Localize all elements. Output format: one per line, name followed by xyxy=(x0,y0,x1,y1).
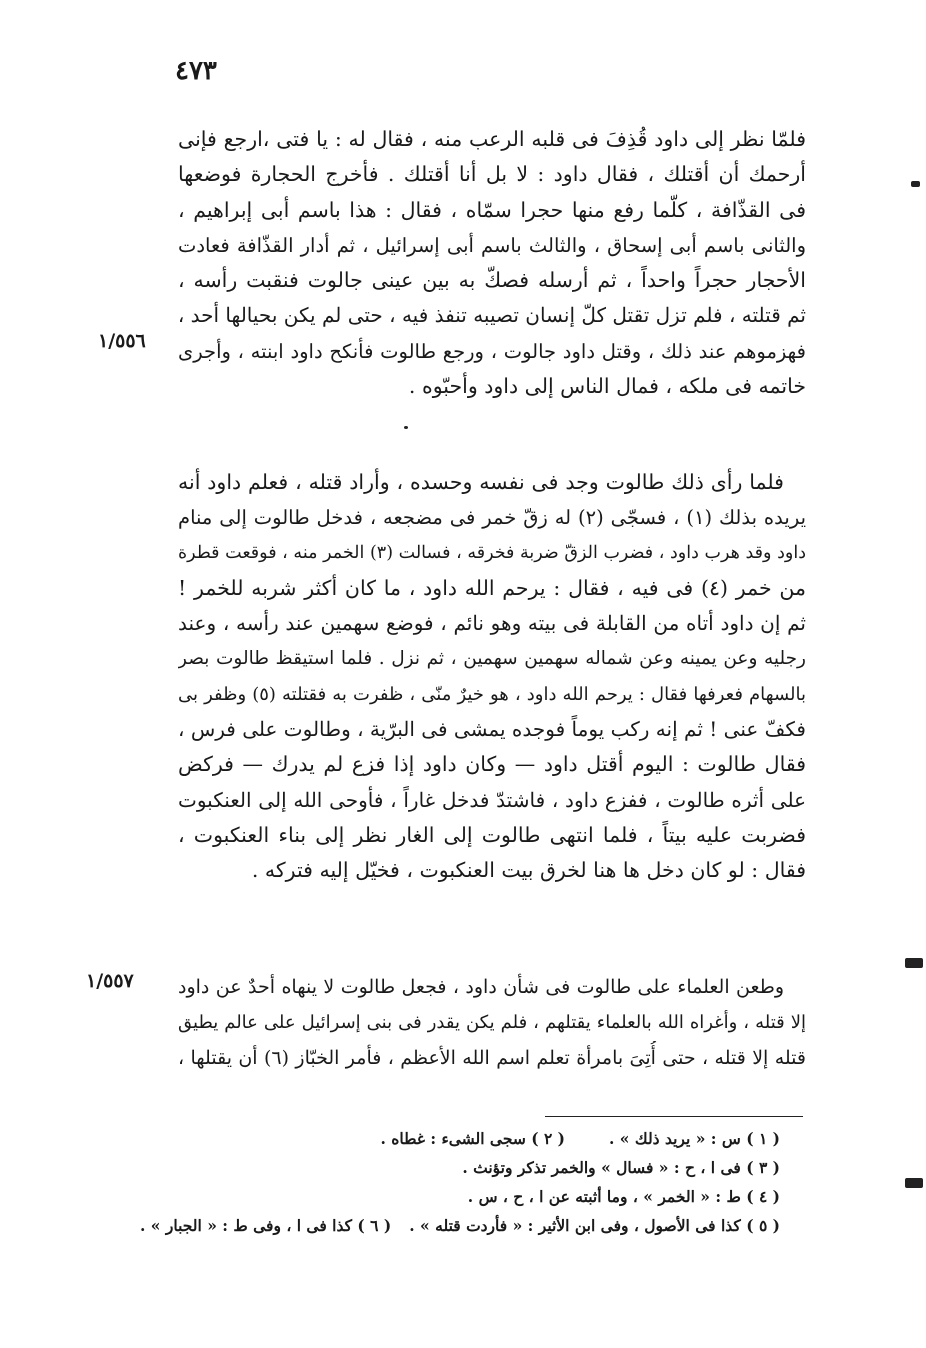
scan-mark xyxy=(905,958,923,968)
text-line: إلا قتله ، وأغراه الله بالعلماء يقتلهم ، فلم يكن يقدر فى بنى إسرائيل على عالم يطيق xyxy=(178,1012,806,1034)
text-line: فقال : لو كان دخل ها هنا لخرق بيت العنكبوت ، فخيّل إليه فتركه . xyxy=(251,858,806,883)
paragraph-1 xyxy=(178,122,806,404)
text-line: داود وقد هرب داود ، فضرب الزقّ ضربة فخرقه ، فسالت (٣) الخمر منه ، فوقعت قطرة xyxy=(178,542,806,563)
text-line: قتله إلا قتله ، حتى أُتِىَ بامرأة تعلم اسم الله الأعظم ، فأمر الخبّاز (٦) أن يقتلها ، xyxy=(178,1046,806,1069)
scan-mark xyxy=(905,1178,923,1188)
footnote-4: ( ٤ ) ط : « الخمر » ، وما أثبته عن ا ، ح ، س . xyxy=(467,1187,780,1206)
footnote-5: ( ٥ ) كذا فى الأصول ، وفى ابن الأثير : « فأردت قتله » . xyxy=(409,1216,780,1235)
text-line: بالسهام فعرفها فقال : يرحم الله داود ، هو خيرٌ منّى ، ظفرت به فقتلته (٥) وظفر بى xyxy=(178,683,806,705)
text-line: أرحمك أن أقتلك ، فقال داود : لا بل أنا أقتلك . فأخرج الحجارة فوضعها xyxy=(178,162,806,187)
footnote-row xyxy=(140,1182,780,1211)
text-line: فلما رأى ذلك طالوت وجد فى نفسه وحسده ، وأراد قتله ، فعلم داود أنه xyxy=(178,470,784,494)
text-line: فضربت عليه بيتاً ، فلما انتهى طالوت إلى الغار نظر إلى بناء العنكبوت ، xyxy=(178,822,806,847)
text-line: فلمّا نظر إلى داود قُذِفَ فى قلبه الرعب منه ، فقال له : يا فتى ،ارجع فإنى xyxy=(178,127,806,151)
footnote-divider xyxy=(545,1116,803,1117)
footnote-row xyxy=(140,1124,780,1153)
text-line: وطعن العلماء على طالوت فى شأن داود ، فجعل طالوت لا ينهاه أحدٌ عن داود xyxy=(178,976,784,998)
text-line: خاتمه فى ملكه ، فمال الناس إلى داود وأحبّوه . xyxy=(408,374,806,399)
text-line: فهزموهم عند ذلك ، وقتل داود جالوت ، ورجع طالوت فأنكح داود ابنته ، وأجرى xyxy=(178,339,806,363)
text-line: فكفّ عنى ! ثم إنه ركب يوماً فوجده يمشى فى البرّية ، وطالوت على فرس ، xyxy=(178,717,806,742)
text-line: ثم قتلته ، فلم تزل تقتل كلّ إنسان تصيبه تنفذ فيه ، حتى لم يكن بحيالها أحد ، xyxy=(178,303,806,328)
page-number: ٤٧٣ xyxy=(175,56,217,86)
footnote-6: ( ٦ ) كذا فى ا ، وفى ط : « الجبار » . xyxy=(140,1216,392,1235)
text-line: على أثره طالوت ، ففزع داود ، فاشتدّ فدخل غاراً ، فأوحى الله إلى العنكبوت xyxy=(178,787,806,812)
footnote-row xyxy=(140,1153,780,1182)
footnotes xyxy=(140,1124,780,1240)
footnote-1: ( ١ ) س : « يريد ذلك » . xyxy=(609,1129,780,1148)
margin-reference-2: ١/٥٥٧ xyxy=(86,970,134,992)
text-line: ثم إن داود أتاه من القابلة فى بيته وهو نائم ، فوضع سهمين عند رأسه ، وعند xyxy=(178,611,806,636)
footnote-row xyxy=(140,1211,780,1240)
text-line: من خمر (٤) فى فيه ، فقال : يرحم الله داود ، ما كان أكثر شربه للخمر ! xyxy=(178,575,806,600)
text-line: يريده بذلك (١) ، فسجّى (٢) له زقّ خمر فى مضجعه ، فدخل طالوت إلى منام xyxy=(178,506,806,530)
footnote-3: ( ٣ ) فى ا ، ح : « فسال » والخمر تذكر وتؤنث . xyxy=(462,1158,780,1177)
text-line: فى القذّافة ، كلّما رفع منها حجرا سمّاه ، فقال : هذا باسم أبى إبراهيم ، xyxy=(178,197,806,222)
paragraph-2 xyxy=(178,465,806,889)
paragraph-3 xyxy=(178,970,806,1076)
text-line: رجليه وعن يمينه وعن شماله سهمين سهمين ، ثم نزل . فلما استيقظ طالوت بصر xyxy=(178,648,806,670)
text-line: الأحجار حجراً واحداً ، ثم أرسله فصكّ به بين عينى جالوت فنقبت رأسه ، xyxy=(178,268,806,293)
footnote-2: ( ٢ ) سجى الشىء : غطاه . xyxy=(380,1129,566,1148)
scan-mark xyxy=(404,426,408,429)
text-line: فقال طالوت : اليوم أقتل داود — وكان داود إذا فزع لم يدرك — فركض xyxy=(178,752,806,777)
margin-reference-1: ١/٥٥٦ xyxy=(98,330,146,352)
text-line: والثانى باسم أبى إسحاق ، والثالث باسم أبى إسرائيل ، ثم أدار القذّافة فعادت xyxy=(178,233,806,257)
scan-mark xyxy=(911,181,920,187)
